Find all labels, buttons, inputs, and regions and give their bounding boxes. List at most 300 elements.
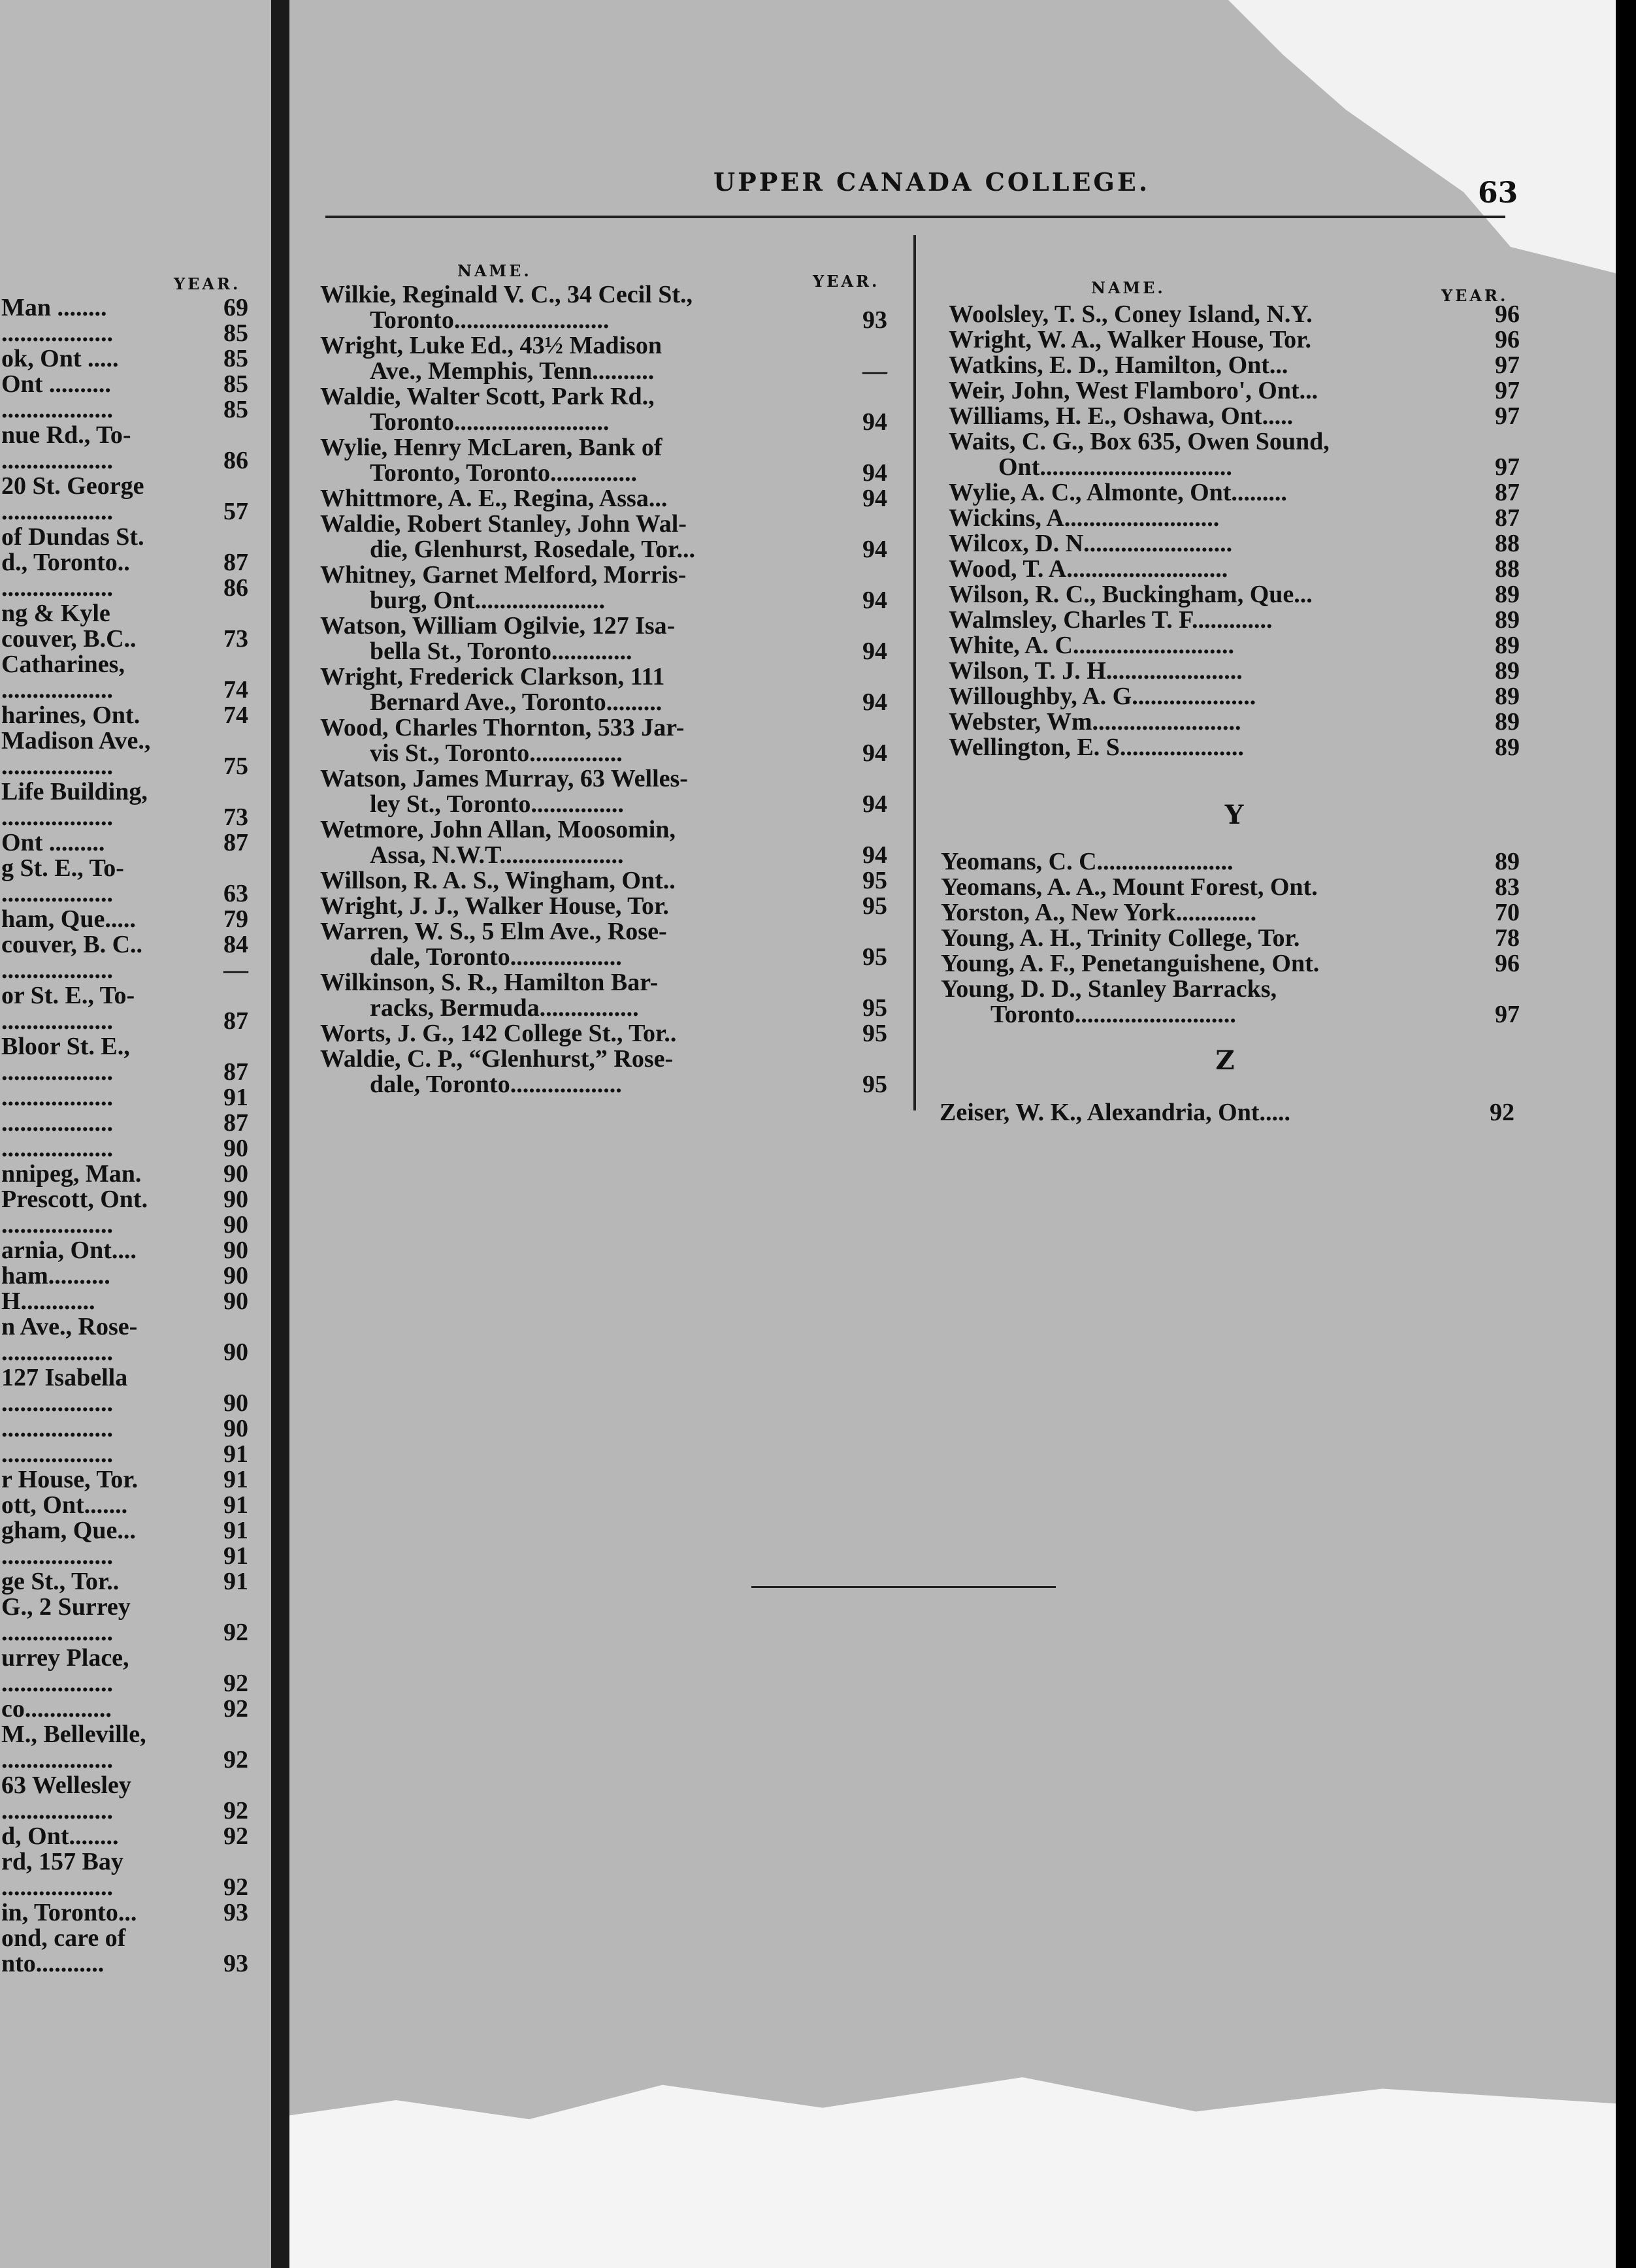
entry-line	[1, 372, 248, 397]
entry-line	[1, 1595, 248, 1620]
entry-text: ok, Ont .....	[1, 345, 119, 372]
entry-year: 95	[862, 1071, 887, 1098]
entry-text: Watson, James Murray, 63 Welles-	[320, 765, 688, 792]
entry-text: ..................	[1, 1797, 113, 1824]
entry-text: Whitney, Garnet Melford, Morris-	[320, 561, 687, 589]
entry-line	[320, 1021, 887, 1046]
entry-text: couver, B.C..	[1, 625, 137, 653]
entry-text: ..................	[1, 1670, 113, 1697]
entry-year: 73	[223, 803, 248, 831]
entry-line	[320, 461, 887, 486]
entry-text: Waits, C. G., Box 635, Owen Sound,	[949, 428, 1330, 455]
entry-text: H............	[1, 1288, 95, 1315]
right-w-entry-list	[949, 302, 1520, 760]
entry-year: 93	[223, 1899, 248, 1926]
entry-text: harines, Ont.	[1, 702, 140, 729]
entry-year: 90	[223, 1160, 248, 1188]
entry-text: d., Toronto..	[1, 549, 130, 576]
header-rule	[325, 216, 1505, 218]
entry-line	[320, 359, 887, 384]
entry-line	[320, 410, 887, 435]
entry-line	[1, 321, 248, 346]
entry-line	[1, 856, 248, 881]
entry-text: ..................	[1, 956, 113, 984]
entry-text: dale, Toronto..................	[370, 943, 622, 971]
entry-line	[1, 1518, 248, 1544]
entry-text: Wright, Frederick Clarkson, 111	[320, 663, 665, 690]
entry-year: 90	[223, 1389, 248, 1417]
entry-text: Wright, Luke Ed., 43½ Madison	[320, 332, 662, 359]
entry-line	[949, 684, 1520, 709]
entry-line	[320, 384, 887, 410]
entry-year: 90	[223, 1338, 248, 1366]
entry-year: 89	[1495, 606, 1520, 634]
entry-year: 63	[223, 880, 248, 907]
entry-text: Assa, N.W.T....................	[370, 841, 624, 869]
entry-text: nto...........	[1, 1950, 105, 1977]
entry-year: 95	[862, 892, 887, 920]
entry-line	[320, 817, 887, 843]
entry-text: ..................	[1, 1084, 113, 1111]
entry-text: ..................	[1, 1415, 113, 1442]
entry-year: 91	[223, 1568, 248, 1595]
middle-year-head: YEAR.	[813, 272, 880, 291]
entry-year: 97	[1495, 402, 1520, 430]
entry-line	[1, 779, 248, 805]
entry-line	[320, 715, 887, 741]
entry-year: 94	[862, 739, 887, 767]
entry-text: ham..........	[1, 1262, 110, 1289]
entry-line	[320, 945, 887, 970]
entry-year: 91	[223, 1084, 248, 1111]
entry-text: arnia, Ont....	[1, 1237, 137, 1264]
entry-line	[1, 1238, 248, 1263]
entry-text: Yorston, A., New York.............	[941, 899, 1257, 926]
entry-line	[320, 588, 887, 613]
entry-text: Warren, W. S., 5 Elm Ave., Rose-	[320, 918, 667, 945]
entry-line	[1, 728, 248, 754]
entry-text: r House, Tor.	[1, 1466, 139, 1493]
entry-text: Wilkinson, S. R., Hamilton Bar-	[320, 969, 659, 996]
left-year-head: YEAR.	[174, 274, 241, 293]
entry-text: vis St., Toronto...............	[370, 739, 623, 767]
entry-text: Ont ..........	[1, 370, 111, 398]
entry-year: 90	[223, 1135, 248, 1162]
entry-line	[1, 1136, 248, 1161]
entry-text: Wilkie, Reginald V. C., 34 Cecil St.,	[320, 281, 693, 308]
entry-line	[1, 499, 248, 525]
entry-text: racks, Bermuda................	[370, 994, 639, 1022]
right-z-entry-list	[940, 1100, 1514, 1126]
entry-line	[941, 977, 1520, 1002]
entry-text: ott, Ont.......	[1, 1491, 128, 1519]
entry-line	[1, 1212, 248, 1238]
entry-text: Weir, John, West Flamboro', Ont...	[949, 377, 1318, 404]
entry-year: 92	[1490, 1099, 1514, 1126]
scan-border	[1616, 0, 1636, 2268]
entry-text: G., 2 Surrey	[1, 1593, 131, 1621]
entry-line	[949, 658, 1520, 684]
entry-text: ..................	[1, 1007, 113, 1035]
middle-name-head: NAME.	[457, 261, 532, 280]
entry-line	[320, 894, 887, 919]
entry-line	[1, 1416, 248, 1442]
entry-year: 89	[1495, 848, 1520, 875]
entry-text: Wylie, Henry McLaren, Bank of	[320, 434, 663, 461]
entry-line	[941, 951, 1520, 977]
right-year-head: YEAR.	[1441, 286, 1509, 305]
entry-year: 94	[862, 790, 887, 818]
entry-line	[1, 1671, 248, 1696]
entry-text: Madison Ave.,	[1, 727, 151, 754]
entry-text: ..................	[1, 803, 113, 831]
entry-line	[1, 652, 248, 677]
entry-year: 84	[223, 931, 248, 958]
section-letter-y: Y	[1224, 800, 1244, 830]
entry-line	[949, 531, 1520, 557]
entry-text: n Ave., Rose-	[1, 1313, 138, 1340]
entry-year: 97	[1495, 351, 1520, 379]
entry-line	[1, 525, 248, 550]
entry-line	[1, 550, 248, 575]
entry-year: 70	[1495, 899, 1520, 926]
entry-text: burg, Ont.....................	[370, 587, 605, 614]
entry-line	[1, 805, 248, 830]
entry-line	[1, 1442, 248, 1467]
entry-text: Catharines,	[1, 651, 125, 678]
entry-text: Ont .........	[1, 829, 105, 856]
entry-year: 85	[223, 319, 248, 347]
entry-line	[320, 868, 887, 894]
entry-text: Waldie, Walter Scott, Park Rd.,	[320, 383, 655, 410]
entry-text: Ave., Memphis, Tenn..........	[370, 357, 655, 385]
entry-text: couver, B. C..	[1, 931, 143, 958]
entry-line	[1, 1875, 248, 1900]
entry-text: ..................	[1, 1211, 113, 1239]
entry-line	[320, 843, 887, 868]
entry-line	[1, 1544, 248, 1569]
entry-line	[1, 295, 248, 321]
entry-line	[1, 907, 248, 932]
entry-year: 85	[223, 370, 248, 398]
entry-line	[320, 639, 887, 664]
entry-year: 94	[862, 459, 887, 487]
entry-text: ..................	[1, 447, 113, 474]
entry-line	[320, 511, 887, 537]
entry-line	[1, 626, 248, 652]
entry-year: 74	[223, 676, 248, 704]
entry-line	[1, 1645, 248, 1671]
entry-text: Walmsley, Charles T. F.............	[949, 606, 1273, 634]
book-gutter	[271, 0, 289, 2268]
entry-text: Willson, R. A. S., Wingham, Ont..	[320, 867, 676, 894]
entry-line	[1, 881, 248, 907]
entry-text: gham, Que...	[1, 1517, 136, 1544]
entry-text: ..................	[1, 498, 113, 525]
entry-year: 92	[223, 1670, 248, 1697]
entry-line	[1, 932, 248, 958]
entry-line	[320, 766, 887, 792]
entry-line	[1, 1009, 248, 1034]
entry-text: Man ........	[1, 294, 107, 321]
section-letter-z: Z	[1215, 1045, 1235, 1076]
entry-line	[941, 875, 1520, 900]
entry-line	[320, 919, 887, 945]
entry-year: 94	[862, 485, 887, 512]
page-number: 63	[1478, 176, 1518, 210]
entry-text: Wilson, T. J. H......................	[949, 657, 1243, 685]
entry-line	[1, 601, 248, 626]
entry-line	[320, 562, 887, 588]
entry-line	[1, 1110, 248, 1136]
entry-year: 92	[223, 1619, 248, 1646]
entry-text: ..................	[1, 1746, 113, 1774]
entry-text: Wright, W. A., Walker House, Tor.	[949, 326, 1312, 353]
entry-line	[1, 1798, 248, 1824]
entry-line	[1, 1467, 248, 1493]
entry-text: Wood, T. A..........................	[949, 555, 1228, 583]
entry-text: Wilson, R. C., Buckingham, Que...	[949, 581, 1313, 608]
middle-entry-list	[320, 282, 887, 1097]
entry-text: ..................	[1, 1542, 113, 1570]
entry-line	[949, 404, 1520, 429]
entry-year: 87	[1495, 504, 1520, 532]
entry-line	[320, 664, 887, 690]
entry-line	[940, 1100, 1514, 1126]
entry-text: Yeomans, A. A., Mount Forest, Ont.	[941, 873, 1318, 901]
entry-year: 92	[223, 1797, 248, 1824]
entry-line	[1, 677, 248, 703]
entry-year: 94	[862, 408, 887, 436]
entry-line	[320, 1046, 887, 1072]
entry-year: 94	[862, 841, 887, 869]
entry-year: 90	[223, 1186, 248, 1213]
entry-year: 90	[223, 1415, 248, 1442]
entry-text: ng & Kyle	[1, 600, 110, 627]
entry-year: 92	[223, 1695, 248, 1723]
entry-line	[1, 958, 248, 983]
entry-text: Wellington, E. S....................	[949, 734, 1244, 761]
entry-text: Watson, William Ogilvie, 127 Isa-	[320, 612, 676, 640]
entry-year: —	[862, 357, 887, 385]
entry-year: 97	[1495, 1001, 1520, 1028]
entry-year: 86	[223, 574, 248, 602]
entry-year: 91	[223, 1466, 248, 1493]
entry-line	[1, 1263, 248, 1289]
entry-text: Toronto..........................	[990, 1001, 1236, 1028]
entry-year: 96	[1495, 300, 1520, 328]
left-fragment-list	[1, 295, 248, 1977]
entry-line	[941, 1002, 1520, 1028]
entry-text: ..................	[1, 753, 113, 780]
entry-text: ..................	[1, 880, 113, 907]
entry-line	[320, 690, 887, 715]
entry-year: 94	[862, 638, 887, 665]
entry-text: Toronto, Toronto..............	[370, 459, 637, 487]
entry-line	[320, 1072, 887, 1097]
entry-line	[1, 1340, 248, 1365]
entry-text: ..................	[1, 1440, 113, 1468]
entry-text: bella St., Toronto.............	[370, 638, 632, 665]
entry-text: Prescott, Ont.	[1, 1186, 148, 1213]
entry-year: 85	[223, 396, 248, 423]
entry-line	[1, 575, 248, 601]
entry-text: Bloor St. E.,	[1, 1033, 130, 1060]
entry-text: Young, A. F., Penetanguishene, Ont.	[941, 950, 1320, 977]
entry-line	[1, 1900, 248, 1926]
entry-line	[320, 537, 887, 562]
entry-line	[1, 1060, 248, 1085]
entry-text: Young, D. D., Stanley Barracks,	[941, 975, 1277, 1003]
entry-line	[320, 435, 887, 461]
entry-text: ge St., Tor..	[1, 1568, 120, 1595]
entry-year: 90	[223, 1262, 248, 1289]
entry-line	[949, 633, 1520, 658]
entry-text: ham, Que.....	[1, 905, 136, 933]
entry-year: 86	[223, 447, 248, 474]
entry-text: Wilcox, D. N........................	[949, 530, 1233, 557]
entry-year: 89	[1495, 657, 1520, 685]
entry-line	[949, 353, 1520, 378]
entry-line	[320, 308, 887, 333]
entry-year: 78	[1495, 924, 1520, 952]
entry-line	[949, 378, 1520, 404]
entry-line	[949, 429, 1520, 455]
entry-text: dale, Toronto..................	[370, 1071, 622, 1098]
entry-text: die, Glenhurst, Rosedale, Tor...	[370, 536, 695, 563]
entry-line	[949, 709, 1520, 735]
entry-line	[1, 1620, 248, 1645]
entry-line	[1, 1365, 248, 1391]
entry-text: Toronto.........................	[370, 408, 610, 436]
entry-line	[1, 1926, 248, 1951]
entry-year: 97	[1495, 453, 1520, 481]
entry-line	[320, 282, 887, 308]
entry-text: Wood, Charles Thornton, 533 Jar-	[320, 714, 685, 741]
entry-text: Waldie, Robert Stanley, John Wal-	[320, 510, 687, 538]
entry-line	[1, 1824, 248, 1849]
entry-line	[1, 1696, 248, 1722]
running-title: UPPER CANADA COLLEGE.	[713, 167, 1151, 197]
entry-text: ..................	[1, 1058, 113, 1086]
entry-year: 89	[1495, 683, 1520, 710]
entry-line	[1, 474, 248, 499]
entry-year: 73	[223, 625, 248, 653]
entry-text: M., Belleville,	[1, 1721, 146, 1748]
entry-text: ..................	[1, 1873, 113, 1901]
entry-line	[1, 1314, 248, 1340]
entry-year: 95	[862, 943, 887, 971]
entry-text: Wickins, A.........................	[949, 504, 1220, 532]
entry-text: ..................	[1, 1619, 113, 1646]
entry-year: 89	[1495, 632, 1520, 659]
entry-line	[1, 703, 248, 728]
entry-year: 83	[1495, 873, 1520, 901]
entry-text: ..................	[1, 1135, 113, 1162]
entry-year: 88	[1495, 530, 1520, 557]
entry-year: 87	[223, 1007, 248, 1035]
entry-text: ..................	[1, 574, 113, 602]
entry-year: 96	[1495, 950, 1520, 977]
entry-text: Yeomans, C. C......................	[941, 848, 1234, 875]
entry-year: 91	[223, 1542, 248, 1570]
entry-line	[949, 455, 1520, 480]
entry-text: of Dundas St.	[1, 523, 144, 551]
entry-text: ..................	[1, 676, 113, 704]
entry-line	[949, 327, 1520, 353]
entry-year: 91	[223, 1440, 248, 1468]
entry-year: 90	[223, 1288, 248, 1315]
entry-line	[1, 1391, 248, 1416]
entry-year: 94	[862, 587, 887, 614]
entry-text: Waldie, C. P., “Glenhurst,” Rose-	[320, 1045, 674, 1073]
entry-text: rd, 157 Bay	[1, 1848, 123, 1875]
entry-year: 92	[223, 1873, 248, 1901]
entry-line	[1, 1161, 248, 1187]
entry-line	[1, 346, 248, 372]
entry-text: Ont...............................	[998, 453, 1232, 481]
entry-year: 94	[862, 536, 887, 563]
entry-year: 87	[223, 1109, 248, 1137]
entry-line	[1, 1951, 248, 1977]
entry-year: 90	[223, 1237, 248, 1264]
entry-line	[320, 486, 887, 511]
entry-text: 20 St. George	[1, 472, 144, 500]
entry-line	[1, 1722, 248, 1747]
entry-year: 74	[223, 702, 248, 729]
entry-line	[320, 741, 887, 766]
entry-text: ..................	[1, 1338, 113, 1366]
entry-year: 87	[223, 549, 248, 576]
entry-year: 95	[862, 1020, 887, 1047]
entry-text: co..............	[1, 1695, 112, 1723]
entry-line	[320, 970, 887, 996]
entry-text: 63 Wellesley	[1, 1772, 131, 1799]
entry-line	[1, 397, 248, 423]
entry-year: 85	[223, 345, 248, 372]
entry-line	[941, 926, 1520, 951]
entry-year: 97	[1495, 377, 1520, 404]
entry-year: 87	[223, 829, 248, 856]
entry-text: or St. E., To-	[1, 982, 135, 1009]
right-y-entry-list	[941, 849, 1520, 1028]
entry-year: 90	[223, 1211, 248, 1239]
entry-line	[320, 996, 887, 1021]
entry-text: ..................	[1, 1109, 113, 1137]
entry-text: Whittmore, A. E., Regina, Assa...	[320, 485, 668, 512]
entry-line	[1, 983, 248, 1009]
entry-year: 87	[1495, 479, 1520, 506]
entry-line	[1, 1773, 248, 1798]
entry-text: ..................	[1, 396, 113, 423]
entry-line	[1, 423, 248, 448]
entry-line	[941, 849, 1520, 875]
entry-line	[949, 557, 1520, 582]
entry-text: White, A. C..........................	[949, 632, 1234, 659]
entry-text: ..................	[1, 1389, 113, 1417]
entry-line	[1, 1493, 248, 1518]
entry-line	[1, 448, 248, 474]
entry-year: 95	[862, 867, 887, 894]
end-rule	[751, 1586, 1056, 1588]
entry-text: Wright, J. J., Walker House, Tor.	[320, 892, 669, 920]
entry-line	[1, 1849, 248, 1875]
entry-text: Young, A. H., Trinity College, Tor.	[941, 924, 1300, 952]
entry-text: Worts, J. G., 142 College St., Tor..	[320, 1020, 677, 1047]
entry-year: 92	[223, 1746, 248, 1774]
entry-line	[320, 613, 887, 639]
entry-text: urrey Place,	[1, 1644, 129, 1672]
